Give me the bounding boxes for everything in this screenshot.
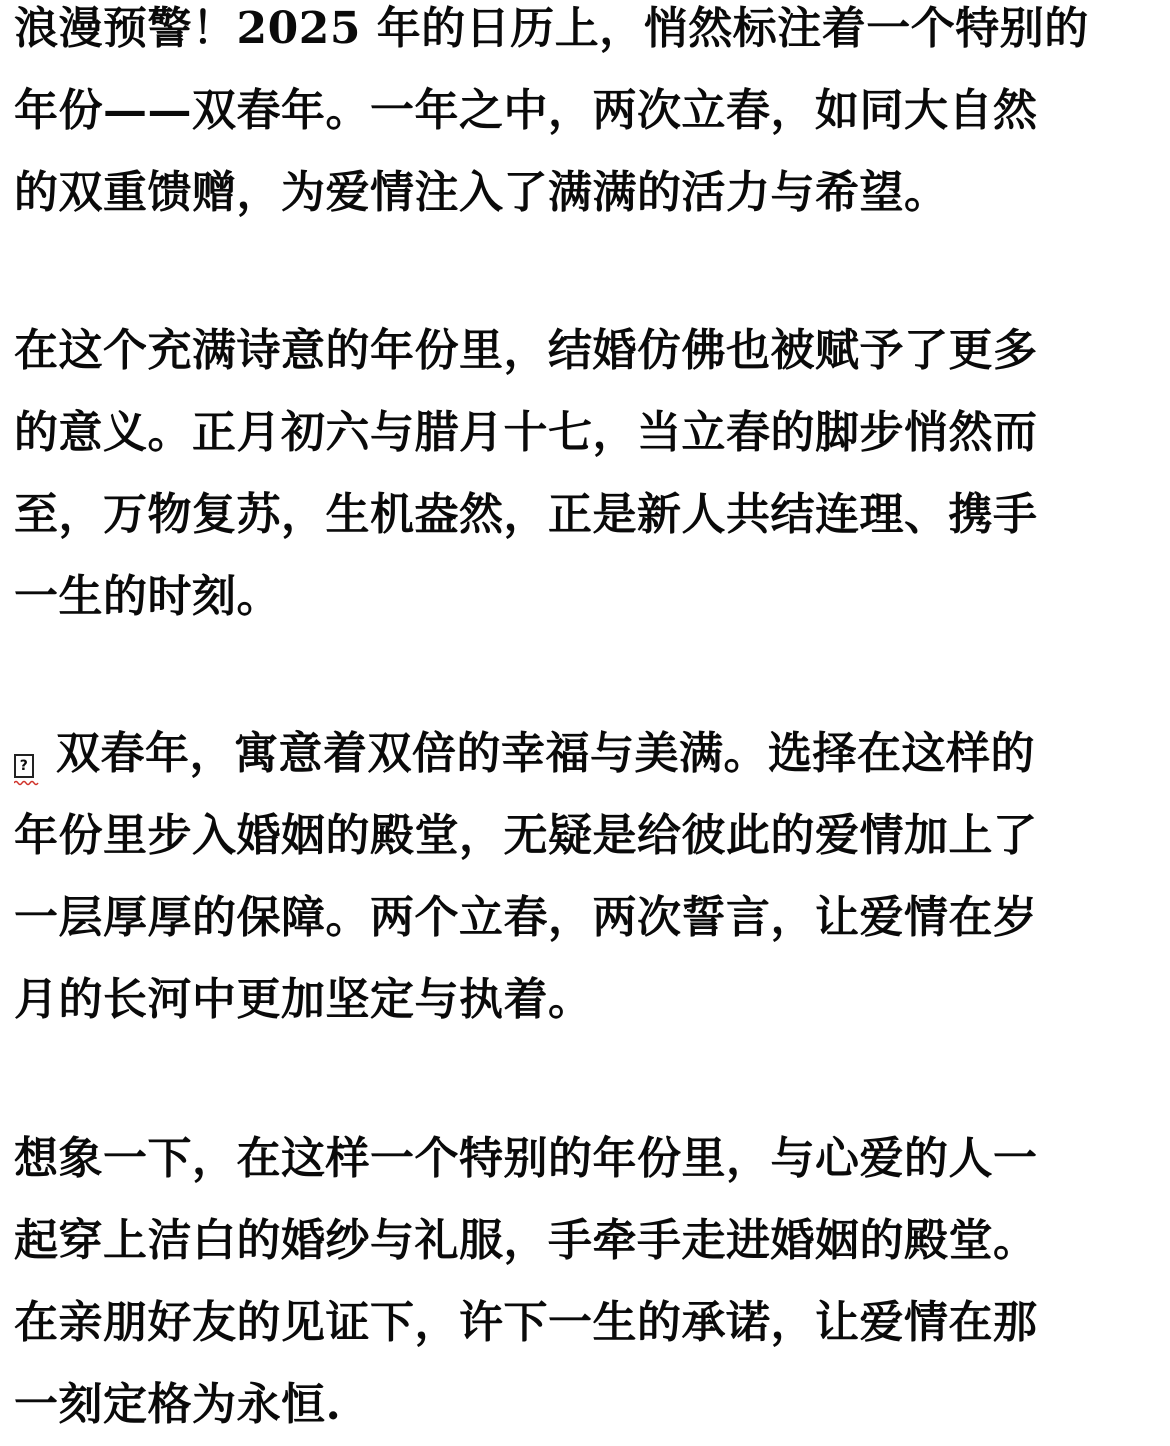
paragraph-line: 一层厚厚的保障。两个立春，两次誓言，让爱情在岁 [14,892,1038,943]
paragraph-line: 月的长河中更加坚定与执着。 [14,974,593,1025]
paragraph-line: 想象一下，在这样一个特别的年份里，与心爱的人一 [14,1133,1038,1184]
spellcheck-squiggle-icon [14,780,40,786]
missing-glyph-icon [14,754,34,778]
paragraph-1 [14,0,1089,234]
paragraph-line: 浪漫预警！2025 年的日历上，悄然标注着一个特别的 [14,3,1089,54]
paragraph-line: 在这个充满诗意的年份里，结婚仿佛也被赋予了更多 [14,325,1038,376]
paragraph-line-text: 双春年，寓意着双倍的幸福与美满。选择在这样的 [56,728,1035,779]
paragraph-line: 一刻定格为永恒. [14,1379,342,1430]
paragraph-line: 起穿上洁白的婚纱与礼服，手牵手走进婚姻的殿堂。 [14,1215,1038,1266]
paragraph-line: 的双重馈赠，为爱情注入了满满的活力与希望。 [14,167,949,218]
paragraph-2 [14,310,1038,638]
paragraph-line: 在亲朋好友的见证下，许下一生的承诺，让爱情在那 [14,1297,1038,1348]
paragraph-line: 一生的时刻。 [14,571,281,622]
paragraph-line: 至，万物复苏，生机盎然，正是新人共结连理、携手 [14,489,1038,540]
paragraph-line: 的意义。正月初六与腊月十七，当立春的脚步悄然而 [14,407,1038,458]
paragraph-line: 年份里步入婚姻的殿堂，无疑是给彼此的爱情加上了 [14,810,1038,861]
missing-glyph-char: ? [19,758,29,774]
paragraph-4 [14,1118,1038,1446]
paragraph-3 [14,713,1038,1041]
paragraph-line: 年份——双春年。一年之中，两次立春，如同大自然 [14,85,1038,136]
paragraph-line-with-glyph [14,713,1038,795]
